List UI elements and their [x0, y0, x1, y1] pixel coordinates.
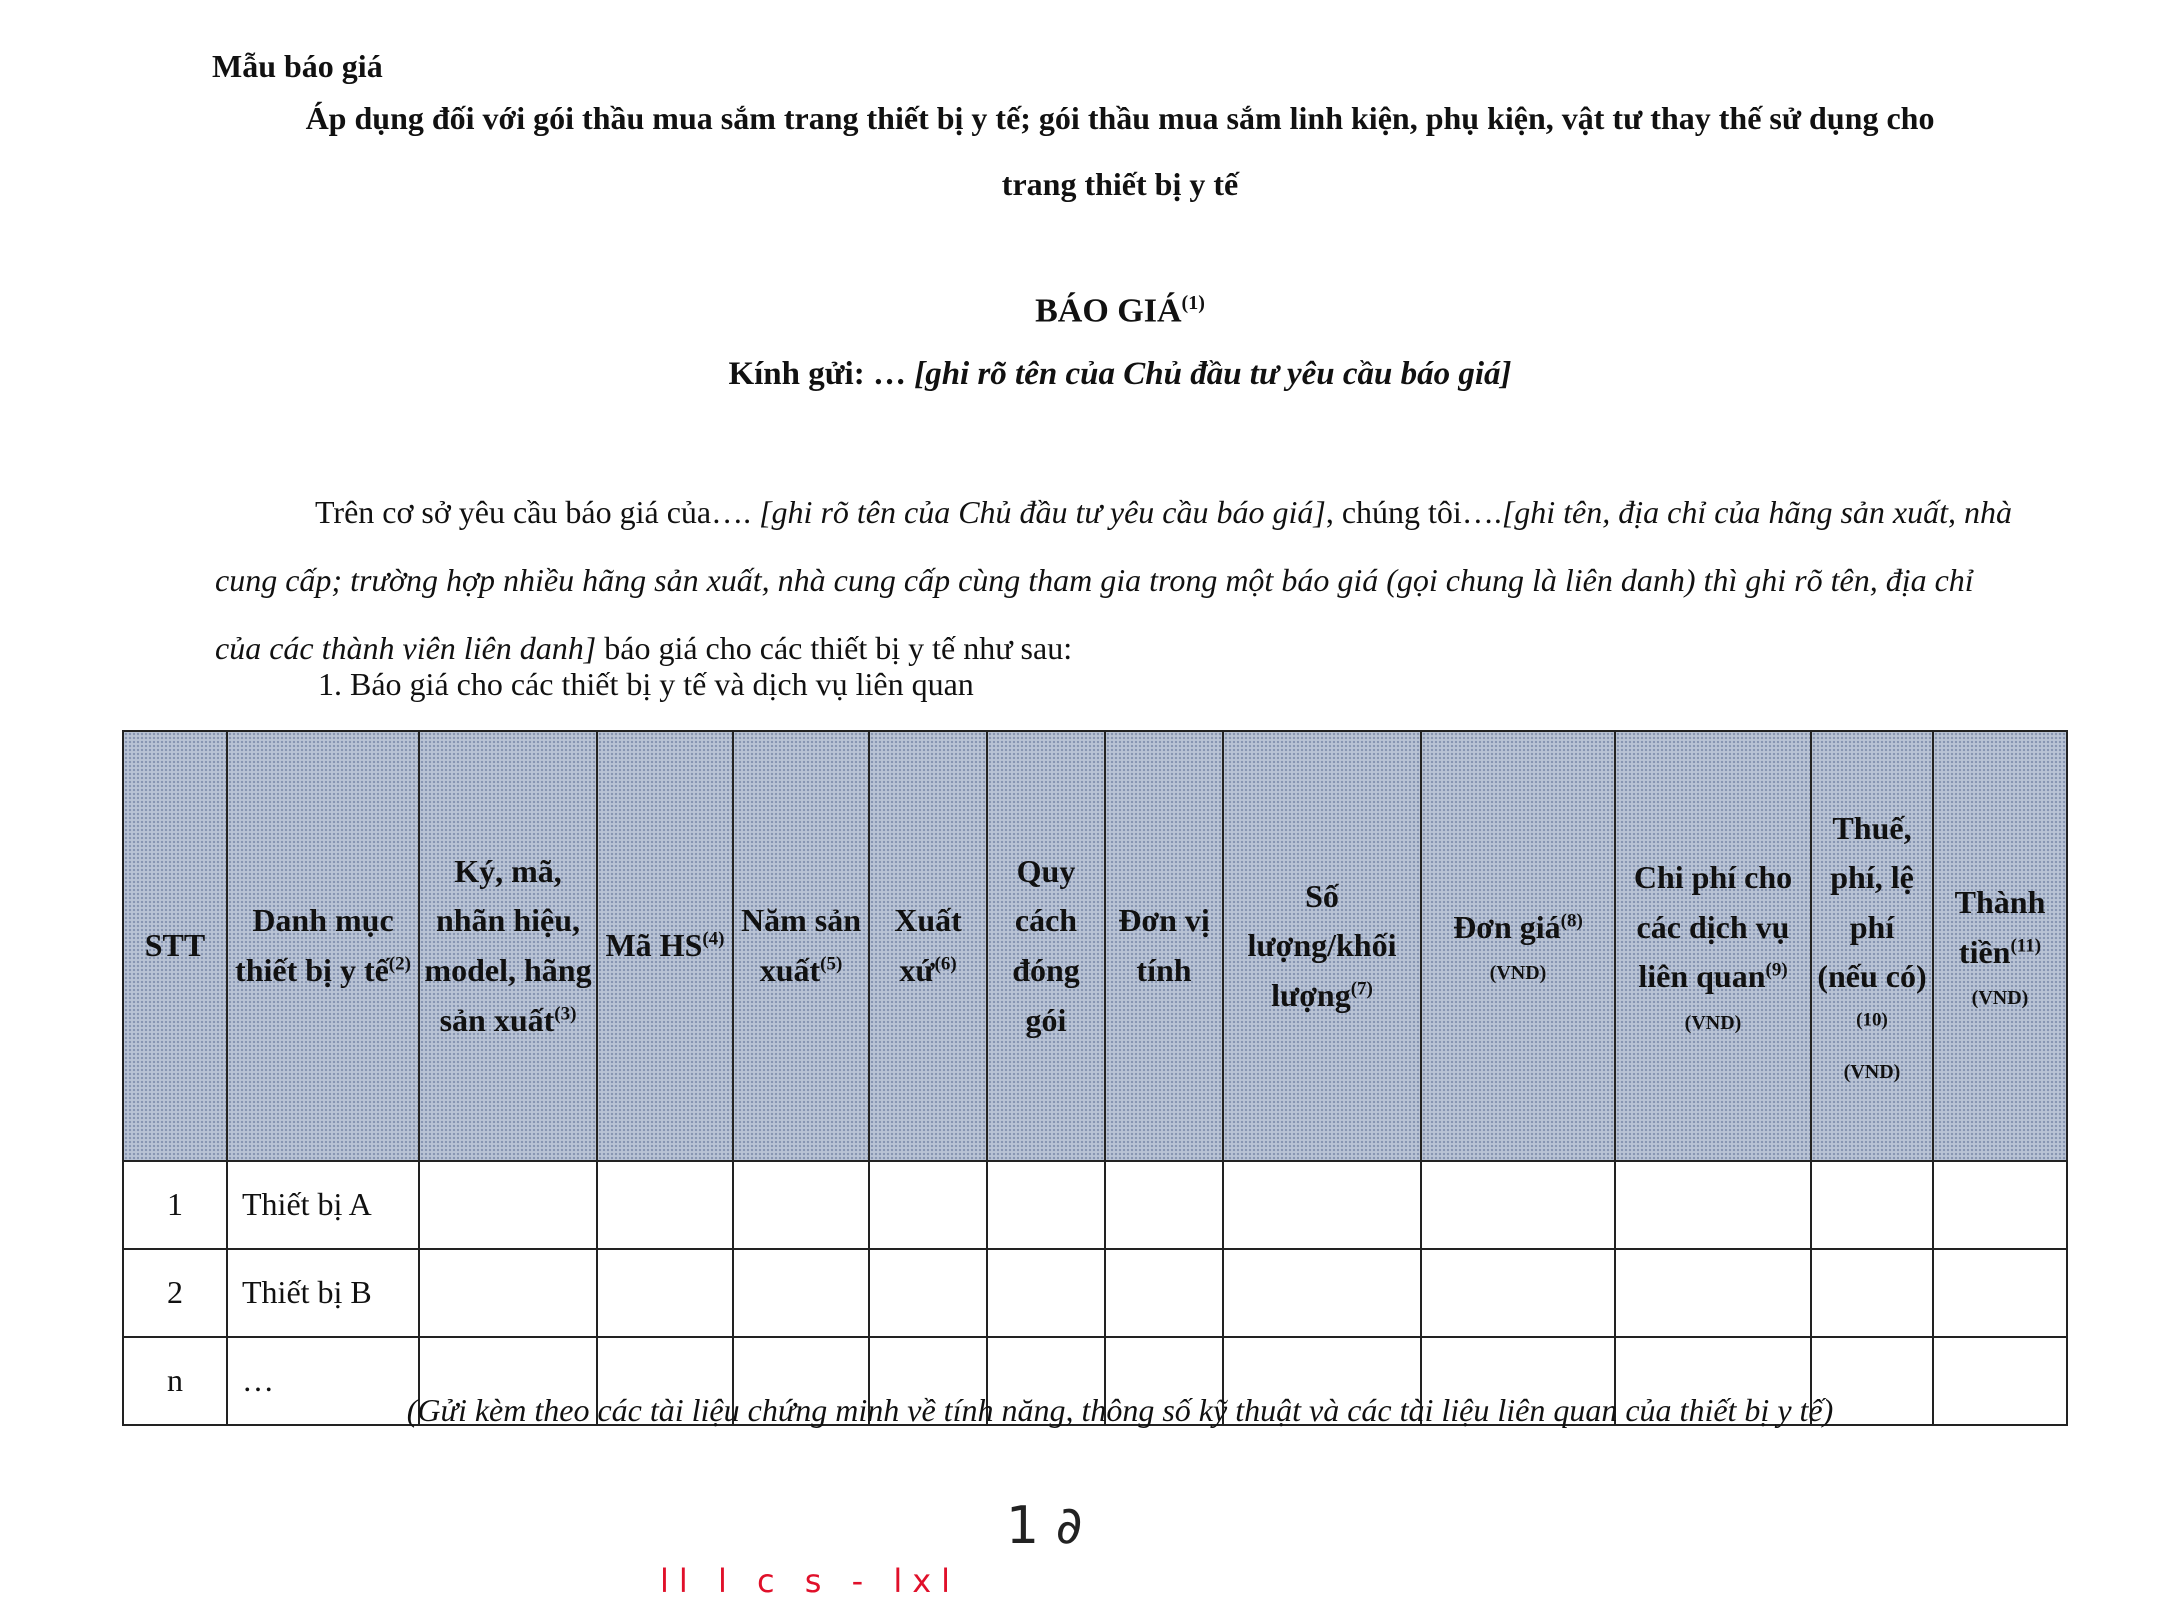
- scope-line-2: trang thiết bị y tế: [1001, 166, 1239, 202]
- cell-empty: [597, 1249, 733, 1337]
- cell-device-name: Thiết bị B: [227, 1249, 419, 1337]
- table-row: [123, 1161, 2067, 1249]
- cell-stt: 2: [123, 1249, 227, 1337]
- title-footnote: (1): [1181, 292, 1205, 314]
- header-unit-currency: (VND): [1489, 962, 1547, 985]
- recipient-line: [0, 356, 2160, 393]
- cell-empty: [869, 1249, 987, 1337]
- intro-text-2: , chúng tôi….: [1325, 494, 1502, 530]
- header-note: (4): [702, 928, 725, 950]
- header-hs-code: [597, 731, 733, 1161]
- cell-empty: [987, 1161, 1105, 1249]
- header-label: Xuất xứ: [894, 902, 962, 988]
- header-unit-currency: (VND): [1684, 1011, 1742, 1034]
- cell-empty: [869, 1161, 987, 1249]
- attachment-note: (Gửi kèm theo các tài liệu chứng minh về tính năng, thông số kỹ thuật và các tài liệu liên quan của thiết bị y tế): [406, 1392, 1834, 1428]
- cell-empty: [1933, 1249, 2067, 1337]
- recipient-prefix: Kính gửi: …: [728, 356, 915, 392]
- cell-empty: [597, 1161, 733, 1249]
- header-label: Ký, mã, nhãn hiệu, model, hãng sản xuất: [424, 852, 592, 1038]
- cell-empty: [1615, 1249, 1811, 1337]
- handwritten-mark: 1 ∂: [1006, 1496, 1083, 1556]
- header-label: Chi phí cho các dịch vụ liên quan: [1633, 859, 1793, 995]
- header-label: Đơn vị tính: [1118, 902, 1210, 988]
- form-label: Mẫu báo giá: [212, 48, 383, 84]
- header-year: [733, 731, 869, 1161]
- quote-table: [122, 730, 2068, 1426]
- header-label: Thuế, phí, lệ phí (nếu có): [1817, 809, 1927, 995]
- intro-placeholder-investor: [ghi rõ tên của Chủ đầu tư yêu cầu báo giá]: [759, 494, 1326, 530]
- header-quantity: [1223, 731, 1421, 1161]
- header-note: (3): [554, 1002, 577, 1024]
- cell-empty: [1615, 1161, 1811, 1249]
- page-title: [0, 292, 2160, 330]
- cell-device-name: Thiết bị A: [227, 1161, 419, 1249]
- red-stamp-mark: ll l c s - lxl: [660, 1562, 961, 1600]
- header-note: (5): [820, 953, 843, 975]
- table-row: [123, 1249, 2067, 1337]
- cell-empty: [1421, 1161, 1615, 1249]
- header-label: Quy cách đóng gói: [1012, 852, 1080, 1038]
- cell-empty: [1223, 1161, 1421, 1249]
- header-label: Số lượng/khối lượng: [1247, 877, 1397, 1013]
- header-label: Mã HS: [605, 927, 703, 964]
- header-note: (2): [388, 953, 411, 975]
- header-label: Thành tiền: [1954, 883, 2046, 970]
- header-label: Đơn giá: [1453, 908, 1561, 945]
- header-brand-model: [419, 731, 597, 1161]
- header-label: Danh mục thiết bị y tế: [235, 902, 394, 988]
- header-note: (7): [1350, 978, 1373, 1000]
- intro-text-3: báo giá cho các thiết bị y tế như sau:: [596, 630, 1073, 666]
- header-label: STT: [144, 927, 206, 964]
- cell-empty: [733, 1249, 869, 1337]
- header-note: (10): [1856, 1009, 1888, 1031]
- header-unit-price: [1421, 731, 1615, 1161]
- cell-empty: [1811, 1161, 1933, 1249]
- recipient-placeholder: [ghi rõ tên của Chủ đầu tư yêu cầu báo giá]: [914, 356, 1512, 392]
- header-packaging: [987, 731, 1105, 1161]
- section-heading: 1. Báo giá cho các thiết bị y tế và dịch vụ liên quan: [318, 666, 974, 702]
- cell-empty: [1811, 1249, 1933, 1337]
- header-note: (8): [1560, 910, 1583, 932]
- cell-empty: [1223, 1249, 1421, 1337]
- cell-empty: [733, 1161, 869, 1249]
- cell-empty: [1421, 1249, 1615, 1337]
- header-total: [1933, 731, 2067, 1161]
- cell-stt: n: [123, 1337, 227, 1425]
- header-label: Năm sản xuất: [740, 902, 861, 988]
- title-text: BÁO GIÁ: [1035, 292, 1182, 330]
- header-device-list: [227, 731, 419, 1161]
- header-note: (11): [2010, 934, 2042, 956]
- cell-empty: [1933, 1161, 2067, 1249]
- cell-device-name: …: [227, 1337, 419, 1425]
- header-origin: [869, 731, 987, 1161]
- cell-empty: [419, 1161, 597, 1249]
- header-tax: [1811, 731, 1933, 1161]
- header-unit: [1105, 731, 1223, 1161]
- cell-empty: [1105, 1249, 1223, 1337]
- intro-paragraph: [215, 478, 2015, 682]
- header-stt: [123, 731, 227, 1161]
- header-unit-currency: (VND): [1843, 1061, 1901, 1084]
- intro-text-1: Trên cơ sở yêu cầu báo giá của….: [315, 494, 760, 530]
- intro-placeholder-supplier: [ghi tên, địa chỉ của hãng sản xuất, nhà cung cấp; trường hợp nhiều hãng sản xuất, nhà cung cấp cùng tham gia trong một báo giá (gọi chung là liên danh) thì ghi rõ tên, địa chỉ của các thành viên liên danh]: [215, 494, 2012, 666]
- cell-empty: [987, 1249, 1105, 1337]
- header-unit-currency: (VND): [1971, 987, 2029, 1010]
- table-header-row: [123, 731, 2067, 1161]
- header-note: (9): [1765, 959, 1788, 981]
- header-service-cost: [1615, 731, 1811, 1161]
- cell-empty: [419, 1249, 597, 1337]
- cell-empty: [1105, 1161, 1223, 1249]
- cell-stt: 1: [123, 1161, 227, 1249]
- header-note: (6): [934, 953, 957, 975]
- scope-line-1: Áp dụng đối với gói thầu mua sắm trang thiết bị y tế; gói thầu mua sắm linh kiện, phụ kiện, vật tư thay thế sử dụng cho: [305, 100, 1935, 136]
